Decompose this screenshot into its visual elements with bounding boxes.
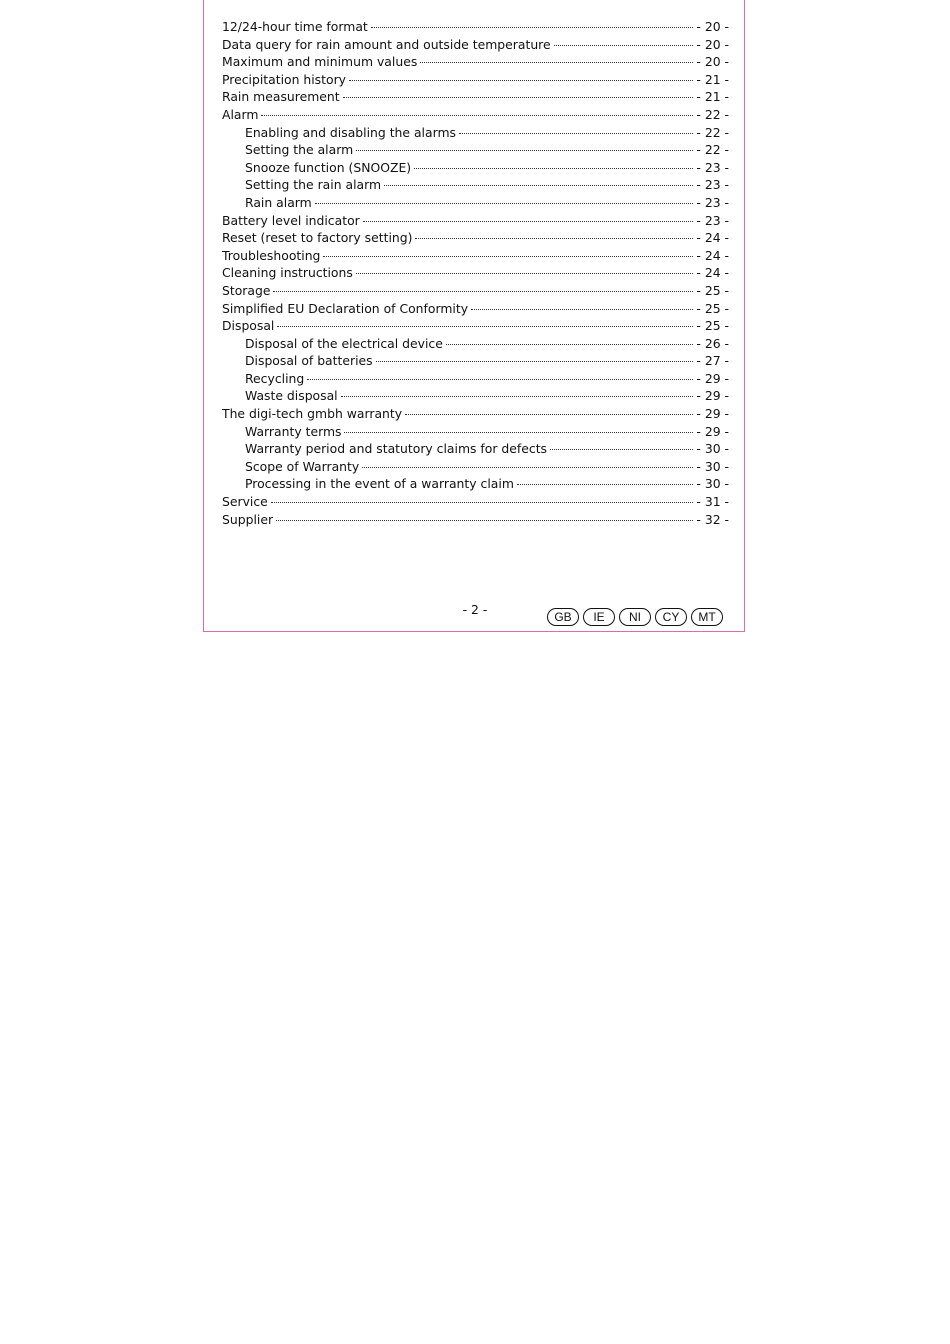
- country-code-badges: [547, 608, 723, 626]
- toc-entry[interactable]: [222, 141, 729, 159]
- toc-dot-leader: [356, 150, 693, 151]
- toc-entry-page: - 23 -: [696, 194, 729, 210]
- toc-entry-page: - 27 -: [696, 353, 729, 369]
- toc-entry[interactable]: [222, 247, 729, 265]
- table-of-contents: [222, 18, 729, 528]
- country-badge: NI: [619, 608, 651, 626]
- toc-entry-title: Disposal: [222, 318, 275, 334]
- toc-dot-leader: [356, 273, 694, 274]
- country-badge: IE: [583, 608, 615, 626]
- toc-dot-leader: [344, 432, 693, 433]
- toc-entry-title: Precipitation history: [222, 71, 347, 87]
- toc-dot-leader: [307, 379, 693, 380]
- toc-entry-page: - 22 -: [696, 142, 729, 158]
- toc-entry-page: - 20 -: [696, 54, 729, 70]
- toc-entry-title: Disposal of the electrical device: [245, 335, 443, 351]
- toc-dot-leader: [271, 502, 694, 503]
- toc-entry[interactable]: [222, 317, 729, 335]
- toc-entry[interactable]: [222, 352, 729, 370]
- toc-entry-title: Processing in the event of a warranty claim: [245, 476, 514, 492]
- toc-entry-page: - 30 -: [696, 476, 729, 492]
- toc-entry-title: Rain measurement: [222, 89, 340, 105]
- toc-entry-title: Battery level indicator: [222, 212, 360, 228]
- toc-dot-leader: [273, 291, 693, 292]
- toc-dot-leader: [363, 221, 694, 222]
- toc-entry-page: - 30 -: [696, 458, 729, 474]
- toc-entry[interactable]: [222, 106, 729, 124]
- toc-entry-page: - 32 -: [696, 511, 729, 527]
- toc-entry[interactable]: [222, 300, 729, 318]
- toc-entry-page: - 24 -: [696, 247, 729, 263]
- toc-entry-title: The digi-tech gmbh warranty: [222, 406, 403, 422]
- toc-dot-leader: [323, 256, 693, 257]
- toc-entry-page: - 20 -: [696, 19, 729, 34]
- toc-entry[interactable]: [222, 440, 729, 458]
- toc-entry-title: Supplier: [222, 511, 274, 527]
- toc-dot-leader: [459, 133, 693, 134]
- toc-dot-leader: [343, 97, 694, 98]
- toc-dot-leader: [277, 326, 693, 327]
- toc-entry-page: - 22 -: [696, 124, 729, 140]
- toc-entry-title: Setting the rain alarm: [245, 177, 382, 193]
- toc-entry-title: Maximum and minimum values: [222, 54, 418, 70]
- toc-entry[interactable]: [222, 511, 729, 529]
- toc-entry[interactable]: [222, 282, 729, 300]
- country-badge: MT: [691, 608, 723, 626]
- toc-entry[interactable]: [222, 71, 729, 89]
- toc-entry[interactable]: [222, 387, 729, 405]
- toc-dot-leader: [362, 467, 693, 468]
- toc-entry-title: Warranty period and statutory claims for defects: [245, 441, 548, 457]
- toc-entry-title: Setting the alarm: [245, 142, 354, 158]
- toc-dot-leader: [315, 203, 694, 204]
- toc-dot-leader: [550, 449, 693, 450]
- toc-dot-leader: [371, 27, 694, 28]
- toc-entry-page: - 26 -: [696, 335, 729, 351]
- country-badge: GB: [547, 608, 579, 626]
- toc-dot-leader: [420, 62, 693, 63]
- toc-entry-title: 12/24-hour time format: [222, 19, 368, 34]
- toc-dot-leader: [341, 396, 694, 397]
- toc-dot-leader: [446, 344, 694, 345]
- toc-entry[interactable]: [222, 176, 729, 194]
- toc-entry[interactable]: [222, 194, 729, 212]
- toc-entry-title: Alarm: [222, 106, 259, 122]
- toc-entry-page: - 21 -: [696, 89, 729, 105]
- toc-entry[interactable]: [222, 212, 729, 230]
- toc-entry-page: - 30 -: [696, 441, 729, 457]
- toc-entry[interactable]: [222, 229, 729, 247]
- toc-entry-page: - 29 -: [696, 406, 729, 422]
- toc-dot-leader: [554, 45, 694, 46]
- toc-entry-page: - 22 -: [696, 106, 729, 122]
- toc-entry-title: Enabling and disabling the alarms: [245, 124, 456, 140]
- toc-entry[interactable]: [222, 88, 729, 106]
- toc-entry-title: Disposal of batteries: [245, 353, 373, 369]
- toc-dot-leader: [276, 520, 693, 521]
- toc-dot-leader: [376, 361, 694, 362]
- country-badge: CY: [655, 608, 687, 626]
- toc-entry-page: - 29 -: [696, 423, 729, 439]
- toc-entry[interactable]: [222, 18, 729, 36]
- toc-dot-leader: [384, 185, 693, 186]
- toc-entry-page: - 29 -: [696, 388, 729, 404]
- toc-dot-leader: [414, 168, 693, 169]
- toc-entry-page: - 29 -: [696, 370, 729, 386]
- toc-entry[interactable]: [222, 405, 729, 423]
- toc-entry-title: Recycling: [245, 370, 305, 386]
- toc-dot-leader: [349, 80, 693, 81]
- toc-entry[interactable]: [222, 493, 729, 511]
- toc-dot-leader: [415, 238, 693, 239]
- toc-entry-page: - 25 -: [696, 282, 729, 298]
- toc-entry-title: Rain alarm: [245, 194, 312, 210]
- toc-entry-page: - 25 -: [696, 300, 729, 316]
- toc-entry-page: - 23 -: [696, 177, 729, 193]
- toc-dot-leader: [471, 309, 693, 310]
- toc-entry-page: - 25 -: [696, 318, 729, 334]
- toc-entry-page: - 24 -: [696, 265, 729, 281]
- toc-entry-page: - 21 -: [696, 71, 729, 87]
- toc-entry-title: Troubleshooting: [222, 247, 321, 263]
- toc-entry-title: Snooze function (SNOOZE): [245, 159, 412, 175]
- toc-entry-page: - 23 -: [696, 212, 729, 228]
- toc-entry[interactable]: [222, 159, 729, 177]
- toc-entry-title: Waste disposal: [245, 388, 338, 404]
- toc-entry-title: Service: [222, 494, 268, 510]
- toc-entry-title: Warranty terms: [245, 423, 342, 439]
- toc-dot-leader: [405, 414, 693, 415]
- toc-entry-page: - 24 -: [696, 230, 729, 246]
- toc-entry[interactable]: [222, 124, 729, 142]
- toc-entry-title: Storage: [222, 282, 271, 298]
- toc-entry[interactable]: [222, 335, 729, 353]
- toc-entry-page: - 23 -: [696, 159, 729, 175]
- toc-entry-title: Data query for rain amount and outside temperature: [222, 36, 551, 52]
- toc-dot-leader: [517, 484, 694, 485]
- toc-dot-leader: [261, 115, 693, 116]
- toc-entry[interactable]: [222, 458, 729, 476]
- toc-entry[interactable]: [222, 264, 729, 282]
- toc-entry-page: - 31 -: [696, 494, 729, 510]
- toc-entry-title: Cleaning instructions: [222, 265, 353, 281]
- toc-entry[interactable]: [222, 475, 729, 493]
- toc-entry[interactable]: [222, 36, 729, 54]
- toc-entry[interactable]: [222, 370, 729, 388]
- toc-entry[interactable]: [222, 423, 729, 441]
- toc-entry-page: - 20 -: [696, 36, 729, 52]
- toc-entry[interactable]: [222, 53, 729, 71]
- page-number: - 2 -: [462, 602, 488, 617]
- toc-entry-title: Reset (reset to factory setting): [222, 230, 413, 246]
- toc-entry-title: Scope of Warranty: [245, 458, 360, 474]
- toc-entry-title: Simplified EU Declaration of Conformity: [222, 300, 469, 316]
